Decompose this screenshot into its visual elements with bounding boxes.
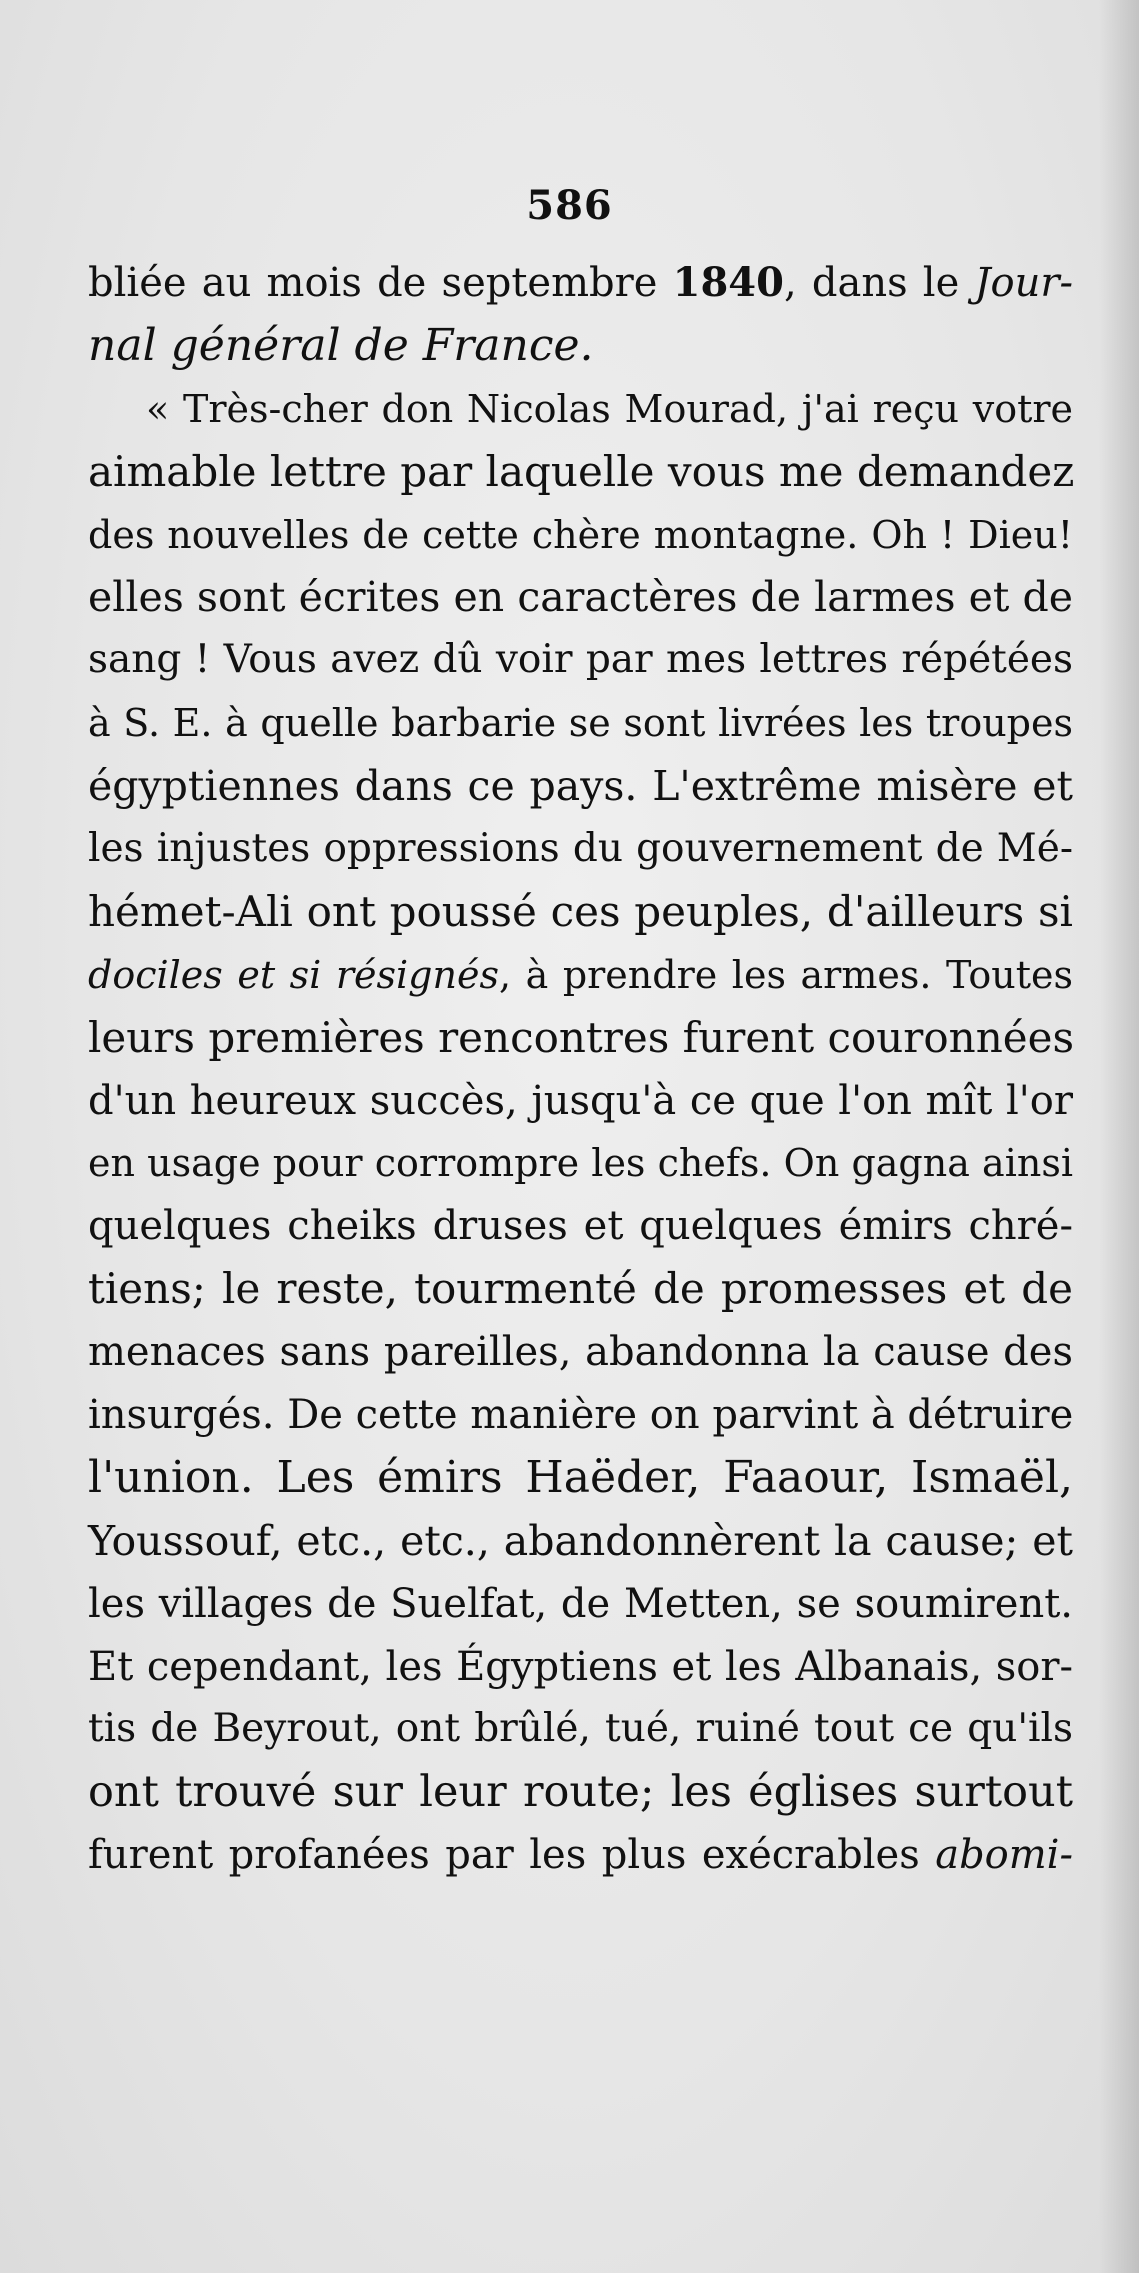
text-line: leurs premières rencontres furent couronnées [88, 1012, 1075, 1062]
body-text [88, 252, 1073, 1887]
text-line: dociles et si résignés, à prendre les armes. Toutes [88, 952, 1073, 997]
page-edge-shadow [1099, 0, 1139, 2273]
page-number: 586 [526, 182, 613, 229]
text-line: les injustes oppressions du gouvernement de Mé- [88, 826, 1073, 872]
text-line: à S. E. à quelle barbarie se sont livrées les troupes [88, 701, 1073, 746]
text-line: menaces sans pareilles, abandonna la cause des [88, 1329, 1073, 1376]
text-line: Et cependant, les Égyptiens et les Albanais, sor- [88, 1643, 1073, 1690]
text-line: tis de Beyrout, ont brûlé, tué, ruiné tout ce qu'ils [88, 1706, 1073, 1752]
text-line: l'union. Les émirs Haëder, Faaour, Ismaël, [88, 1451, 1073, 1503]
text-line: tiens; le reste, tourmenté de promesses et de [88, 1264, 1073, 1314]
text-line: aimable lettre par laquelle vous me demandez [88, 446, 1075, 496]
text-line: égyptiennes dans ce pays. L'extrême misère et [88, 762, 1073, 811]
text-line: elles sont écrites en caractères de larmes et de [88, 573, 1073, 622]
text-line: « Très-cher don Nicolas Mourad, j'ai reçu votre [146, 386, 1073, 431]
text-line: furent profanées par les plus exécrables abomi- [88, 1832, 1073, 1879]
text-line: hémet-Ali ont poussé ces peuples, d'ailleurs si [88, 886, 1073, 936]
text-line: les villages de Suelfat, de Metten, se soumirent. [88, 1580, 1073, 1627]
text-line: sang ! Vous avez dû voir par mes lettres répétées [88, 637, 1073, 683]
text-line: des nouvelles de cette chère montagne. Oh ! Dieu! [88, 512, 1073, 557]
text-line: ont trouvé sur leur route; les églises surtout [88, 1767, 1073, 1818]
text-line: nal général de France. [88, 319, 594, 371]
text-line: quelques cheiks druses et quelques émirs chré- [88, 1203, 1073, 1250]
text-line: bliée au mois de septembre 1840, dans le Jour- [88, 259, 1073, 306]
text-line: d'un heureux succès, jusqu'à ce que l'on mît l'or [88, 1077, 1073, 1124]
text-line: en usage pour corrompre les chefs. On gagna ainsi [88, 1141, 1073, 1186]
text-line: Youssouf, etc., etc., abandonnèrent la cause; et [88, 1516, 1073, 1565]
text-line: insurgés. De cette manière on parvint à détruire [88, 1392, 1074, 1439]
